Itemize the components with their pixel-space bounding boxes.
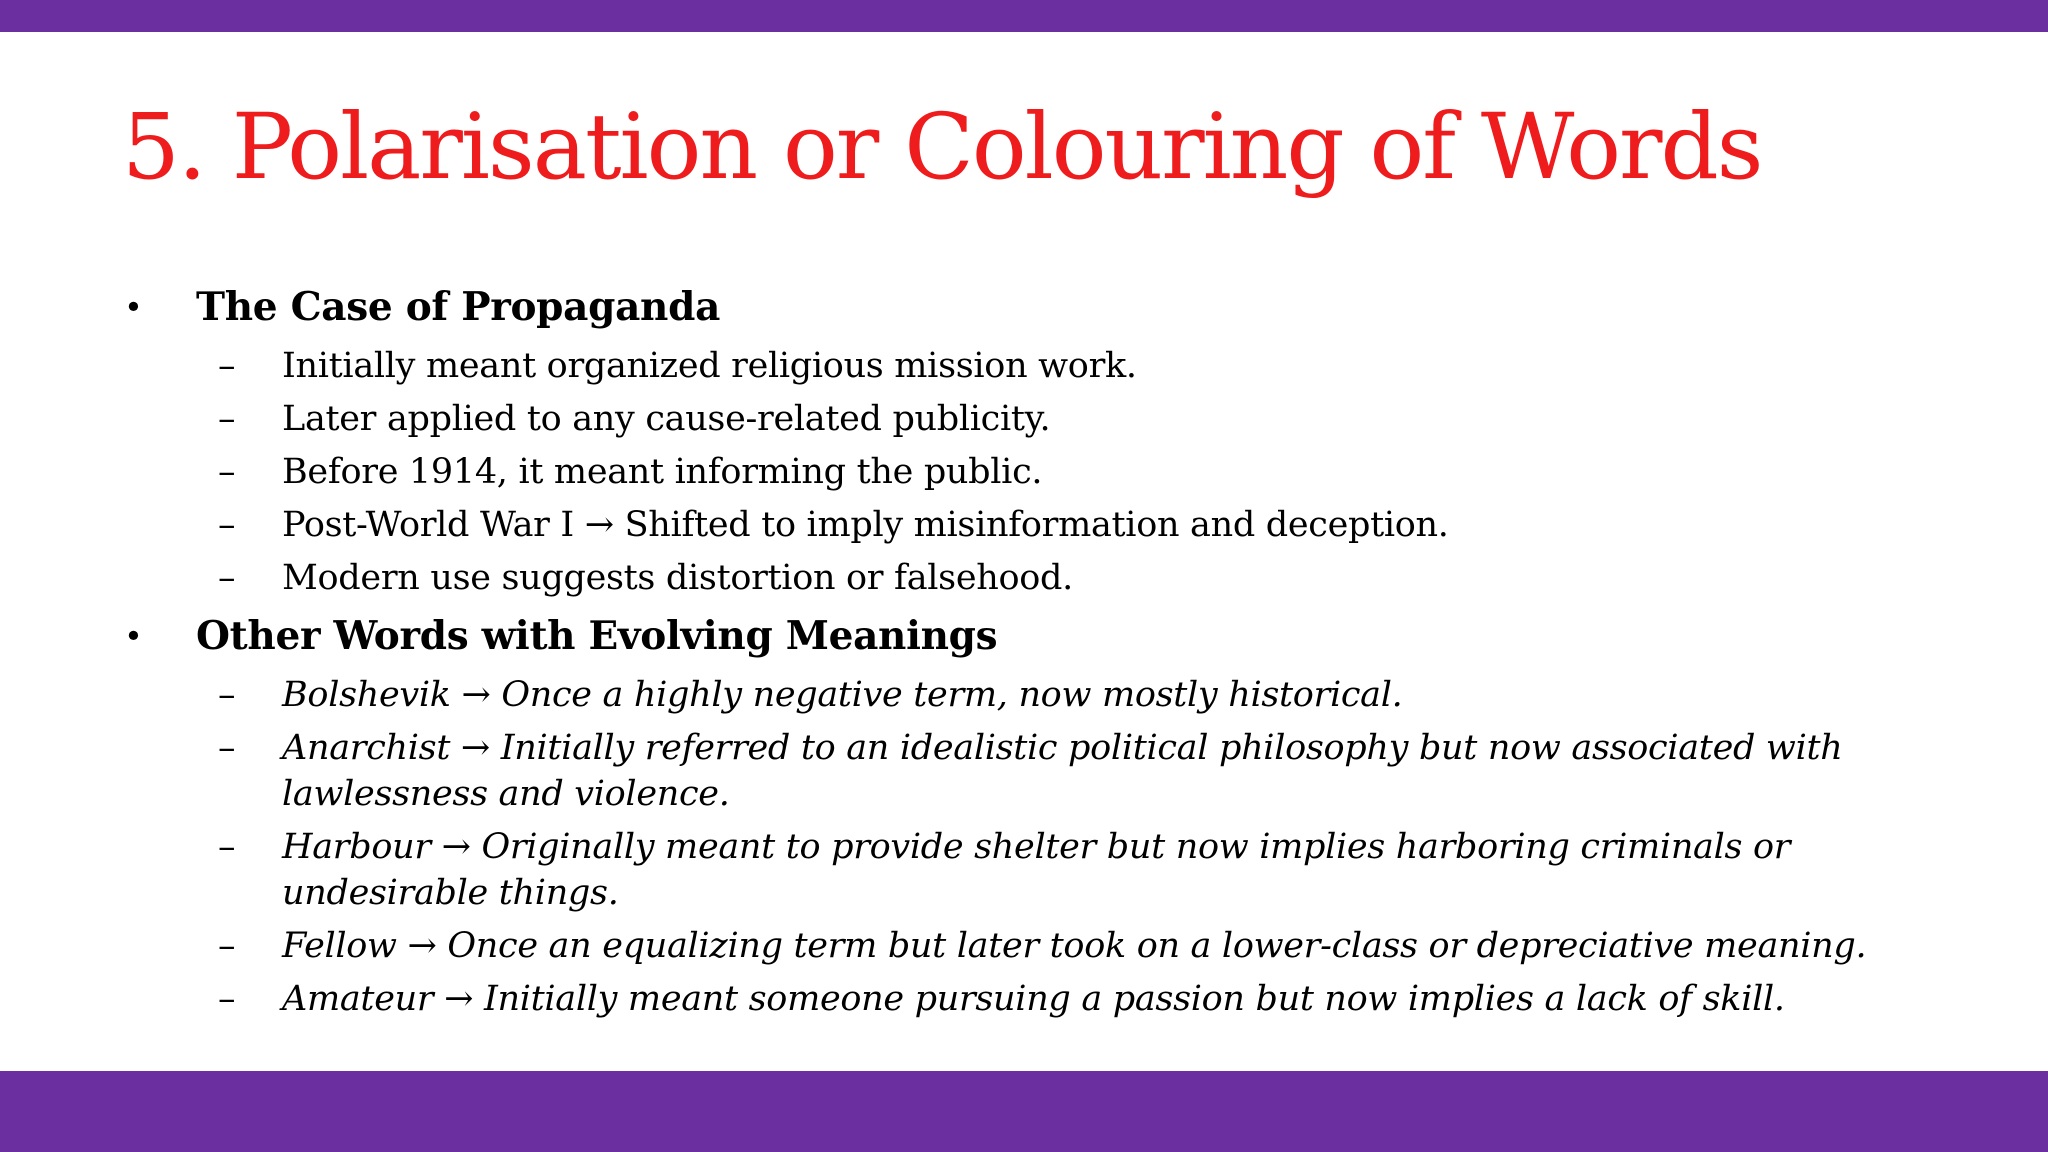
list-item-text: Post-World War I → Shifted to imply misinformation and deception.	[282, 505, 1449, 545]
slide-body	[0, 278, 2048, 1022]
bottom-accent-bar	[0, 1071, 2048, 1152]
list-item	[0, 923, 2048, 969]
dash-icon: –	[218, 399, 236, 439]
list-item-text: Initially meant organized religious mission work.	[282, 346, 1137, 386]
dash-icon: –	[218, 926, 236, 966]
bullet-icon: •	[124, 288, 143, 326]
dash-icon: –	[218, 505, 236, 545]
list-item	[0, 449, 2048, 495]
dash-icon: –	[218, 728, 236, 768]
list-item-text: Harbour → Originally meant to provide shelter but now implies harboring criminals or undesirable things.	[282, 827, 1791, 913]
list-item	[0, 976, 2048, 1022]
top-accent-bar	[0, 0, 2048, 32]
list-item-text: Bolshevik → Once a highly negative term, now mostly historical.	[282, 675, 1403, 715]
list-item	[0, 502, 2048, 548]
dash-icon: –	[218, 979, 236, 1019]
list-item	[0, 824, 2048, 916]
slide-title: 5. Polarisation or Colouring of Words	[122, 95, 1762, 200]
list-item	[0, 555, 2048, 601]
list-item	[0, 343, 2048, 389]
section-heading-evolving-words	[0, 607, 2048, 665]
list-item-text: Amateur → Initially meant someone pursuing a passion but now implies a lack of skill.	[282, 979, 1785, 1019]
section-heading-text: The Case of Propaganda	[196, 284, 721, 330]
list-item-text: Before 1914, it meant informing the public.	[282, 452, 1043, 492]
list-item	[0, 672, 2048, 718]
dash-icon: –	[218, 452, 236, 492]
list-item	[0, 396, 2048, 442]
dash-icon: –	[218, 675, 236, 715]
dash-icon: –	[218, 827, 236, 867]
section-heading-text: Other Words with Evolving Meanings	[196, 613, 998, 659]
list-item	[0, 725, 2048, 817]
section-heading-propaganda	[0, 278, 2048, 336]
dash-icon: –	[218, 558, 236, 598]
list-item-text: Fellow → Once an equalizing term but later took on a lower-class or depreciative meaning.	[282, 926, 1867, 966]
list-item-text: Later applied to any cause-related publicity.	[282, 399, 1051, 439]
dash-icon: –	[218, 346, 236, 386]
bullet-icon: •	[124, 617, 143, 655]
list-item-text: Modern use suggests distortion or falsehood.	[282, 558, 1073, 598]
list-item-text: Anarchist → Initially referred to an idealistic political philosophy but now associated with lawlessness and violence.	[282, 728, 1843, 814]
